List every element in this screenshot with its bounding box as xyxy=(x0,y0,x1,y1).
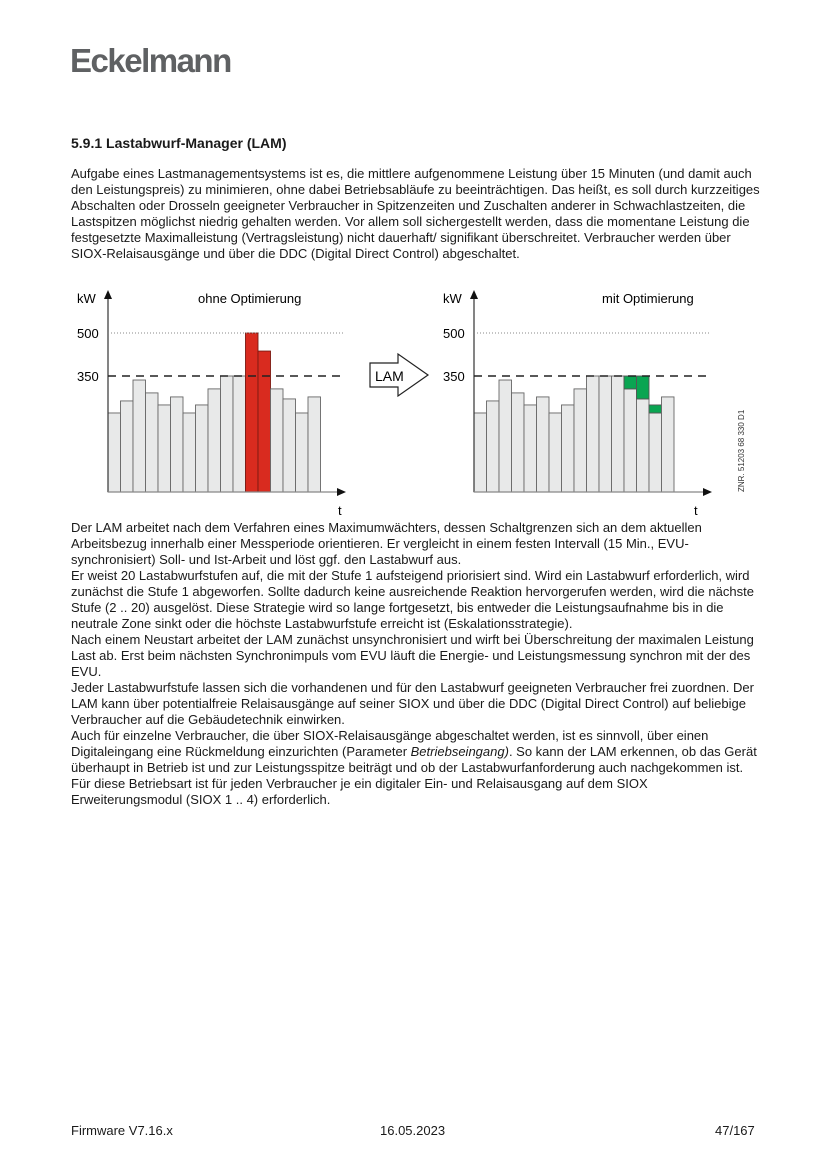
bar xyxy=(512,393,525,492)
paragraph-rueckmeldung xyxy=(71,728,761,808)
bar xyxy=(283,399,296,492)
chart-left-title: ohne Optimierung xyxy=(198,291,302,306)
paragraph-lastabwurfstufen: Er weist 20 Lastabwurfstufen auf, die mit der Stufe 1 aufsteigend priorisiert sind. Wird ein Lastabwurf erforderlich, wird zunächst die Stufe 1 abgeworfen. Sollte dadurch keine ausreichende Reaktion hervorgerufen werden, wird die nächste Stufe (2 .. 20) ausgelöst. Diese Strategie wird so lange fortgesetzt, bis entweder die Leistungsaufnahme bis in die neutrale Zone sinkt oder die höchste Lastabwurfstufe erreicht ist (Eskalationsstrategie). xyxy=(71,568,754,631)
tick-350: 350 xyxy=(77,369,99,384)
eckelmann-logo: Eckelmann xyxy=(70,42,231,79)
bar xyxy=(108,413,121,492)
paragraph-neustart: Nach einem Neustart arbeitet der LAM zunächst unsynchronisiert und wirft bei Überschreitung der maximalen Leistung Last ab. Erst beim nächsten Synchronimpuls vom EVU läuft die Energie- und Leistungsmessung synchron mit der des EVU. xyxy=(71,632,754,679)
bar xyxy=(624,376,637,389)
bar xyxy=(662,397,675,492)
bar xyxy=(208,389,221,492)
bar xyxy=(271,389,284,492)
footer-firmware: Firmware V7.16.x xyxy=(71,1123,173,1138)
intro-paragraph: Aufgabe eines Lastmanagementsystems ist es, die mittlere aufgenommene Leistung über 15 Minuten (und damit auch den Leistungspreis) zu minimieren, ohne dabei Betriebsabläufe zu beeinträchtigen. Das heißt, es soll durch kurzzeitiges Abschalten oder Drosseln geeigneter Verbraucher in Spitzenzeiten und Zuschalten anderer in Schwachlastzeiten, die Lastspitzen möglichst niedrig gehalten werden. Vor allem soll sichergestellt werden, dass die momentane Leistung die festgesetzte Maximalleistung (Vertragsleistung) nicht dauerhaft/ signifikant überschreitet. Verbraucher werden über SIOX-Relaisausgänge und über die DDC (Digital Direct Control) abgeschaltet. xyxy=(71,166,760,261)
body-text xyxy=(71,520,761,808)
bar xyxy=(499,380,512,492)
chart-right-title: mit Optimierung xyxy=(602,291,694,306)
footer-page-number: 47/167 xyxy=(715,1123,755,1138)
bar xyxy=(296,413,309,492)
bar xyxy=(624,389,637,492)
y-unit-label: kW xyxy=(443,291,462,306)
bar xyxy=(158,405,171,492)
bar xyxy=(524,405,537,492)
bar xyxy=(587,376,600,492)
bar xyxy=(537,397,550,492)
bar xyxy=(183,413,196,492)
bar xyxy=(649,413,662,492)
x-unit-label: t xyxy=(694,503,698,518)
section-title: 5.9.1 Lastabwurf-Manager (LAM) xyxy=(71,135,287,151)
footer-date: 16.05.2023 xyxy=(380,1123,446,1138)
bar xyxy=(258,351,271,492)
bar xyxy=(612,376,625,492)
bar xyxy=(146,393,159,492)
text: . So kann der LAM erkennen, ob das Gerät überhaupt in Betrieb ist und zur Leistungsspitze beiträgt und ob der Lastabwurfanforderung auch nachgekommen ist. Für diese Betriebsart ist für jeden Verbraucher je ein digitaler Ein- und Relaisausgang auf dem SIOX Erweiterungsmodul (SIOX 1 .. 4) erforderlich. xyxy=(71,744,757,807)
tick-500: 500 xyxy=(77,326,99,341)
bar xyxy=(599,376,612,492)
chart-mit-optimierung xyxy=(436,285,726,520)
paragraph-maximumwaechter: Der LAM arbeitet nach dem Verfahren eines Maximumwächters, dessen Schaltgrenzen sich an dem aktuellen Arbeitsbezug innerhalb einer Messperiode orientieren. Er vergleicht in einem festen Intervall (15 Min., EVU-synchronisiert) Soll- und Ist-Arbeit und löst ggf. den Lastabwurf aus. xyxy=(71,520,702,567)
paragraph-zuordnung: Jeder Lastabwurfstufe lassen sich die vorhandenen und für den Lastabwurf geeigneten Verbraucher frei zuordnen. Der LAM kann über potentialfreie Relaisausgänge auf seiner SIOX und über die DDC (Digital Direct Control) auf beliebige Verbraucher auf die Gebäudetechnik einwirken. xyxy=(71,680,754,727)
bar xyxy=(308,397,321,492)
parameter-name: Betriebseingang) xyxy=(410,744,509,759)
bar xyxy=(549,413,562,492)
tick-500: 500 xyxy=(443,326,465,341)
bar xyxy=(637,376,650,399)
tick-350: 350 xyxy=(443,369,465,384)
bar xyxy=(649,405,662,413)
bar xyxy=(233,376,246,492)
bar xyxy=(121,401,134,492)
lam-arrow-icon xyxy=(368,352,434,400)
bar xyxy=(221,376,234,492)
bar xyxy=(133,380,146,492)
bar xyxy=(171,397,184,492)
text: Auch für einzelne Verbraucher, die über SIOX-Relaisausgänge abgeschaltet werden, ist es sinnvoll, über einen Digitaleingang eine Rückmeldung einzurichten (Parameter xyxy=(71,728,709,759)
bar xyxy=(562,405,575,492)
y-unit-label: kW xyxy=(77,291,96,306)
bar xyxy=(637,399,650,492)
lam-arrow-label: LAM xyxy=(375,368,404,384)
bar xyxy=(574,389,587,492)
drawing-number: ZNR. 51203 68 330 D1 xyxy=(737,409,746,492)
x-unit-label: t xyxy=(338,503,342,518)
chart-ohne-optimierung xyxy=(70,285,360,520)
bar xyxy=(474,413,487,492)
bar xyxy=(487,401,500,492)
bar xyxy=(196,405,209,492)
bar xyxy=(246,333,259,492)
